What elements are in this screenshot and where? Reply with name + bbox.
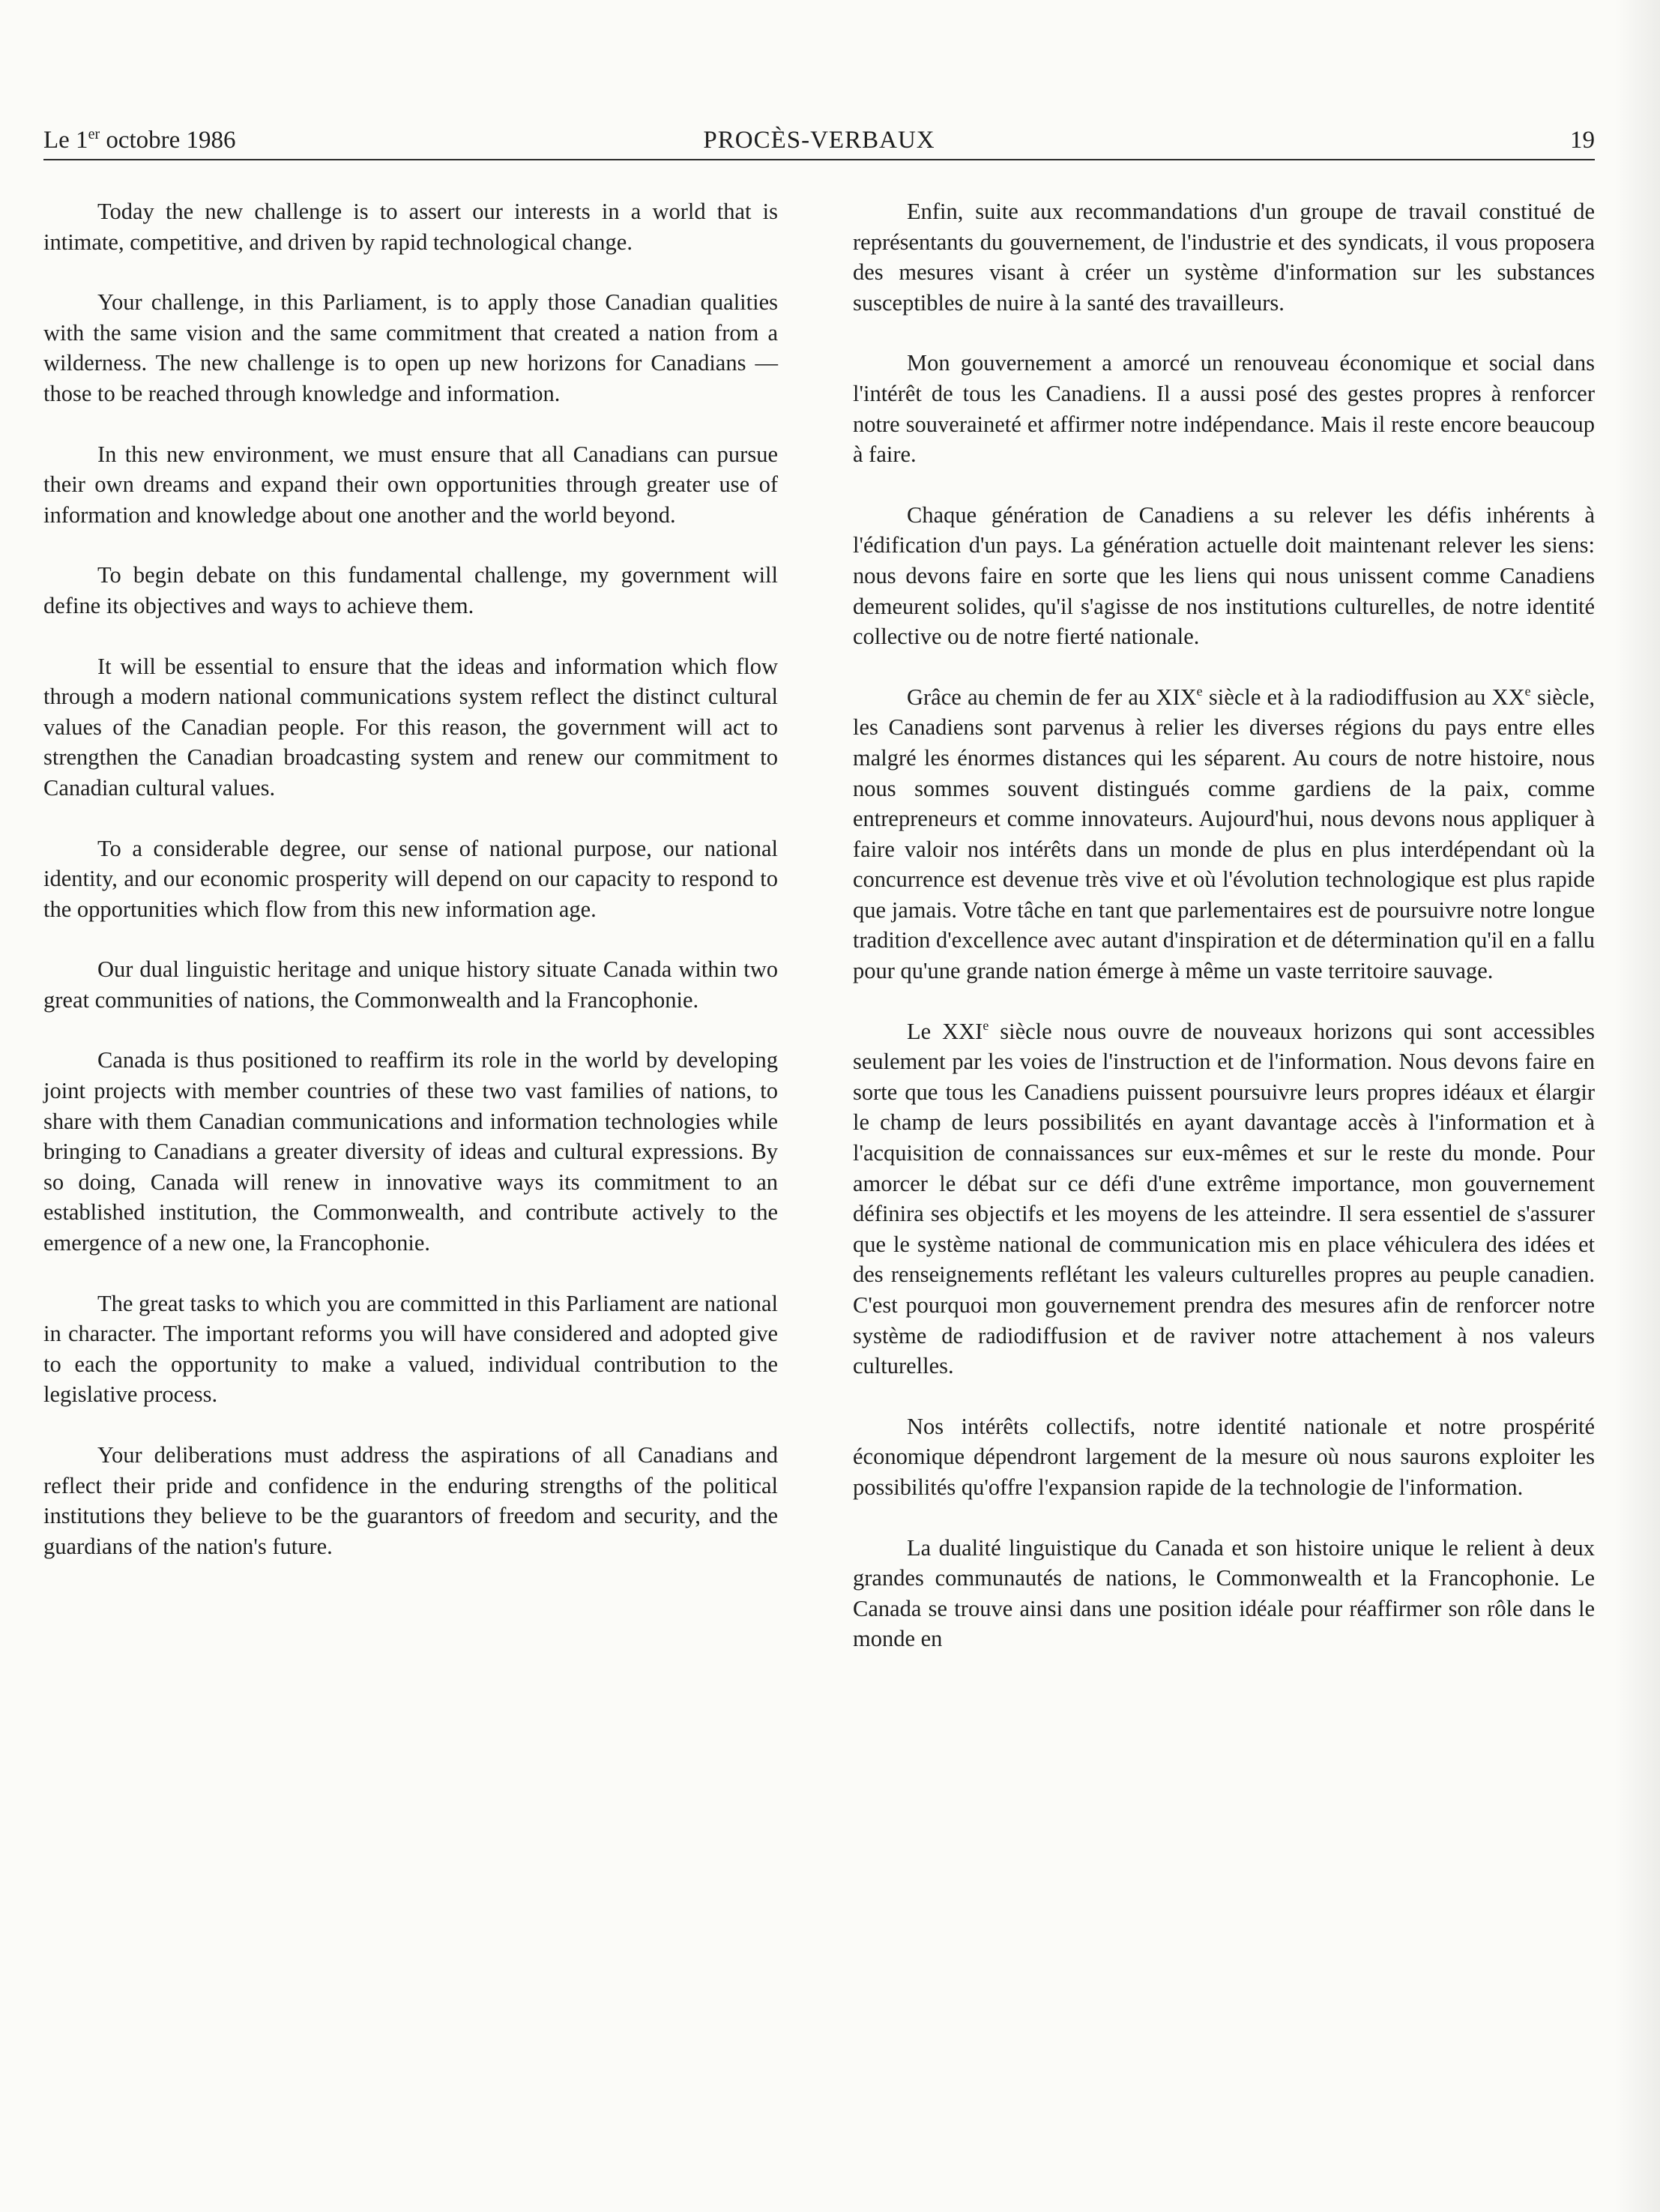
left-paragraph-4: To begin debate on this fundamental challenge, my government will define its objectives and ways to achieve them. (43, 562, 778, 618)
page-number: 19 (1570, 127, 1595, 154)
left-paragraph-9: The great tasks to which you are committed in this Parliament are national in character. The important reforms you will have considered and adopted give to each the opportunity to make a valued, individual contribution to the legislative process. (43, 1290, 778, 1408)
left-column (43, 196, 778, 1591)
right-paragraph-4: Grâce au chemin de fer au XIXe siècle et à la radiodiffusion au XXe siècle, les Canadiens sont parvenus à relier les diverses régions du pays entre elles malgré les énormes distances qui les séparent. Au cours de notre histoire, nous nous sommes souvent distingués comme gardiens de la paix, comme entrepreneurs et comme innovateurs. Aujourd'hui, nous devons nous appliquer à faire valoir nos intérêts dans un monde de plus en plus interdépendant où la concurrence est devenue très vive et où l'évolution technologique est plus rapide que jamais. Votre tâche en tant que parlementaires est de poursuivre notre longue tradition d'excellence avec autant d'inspiration et de détermination qu'il en a fallu pour qu'une grande nation émerge à même un vaste territoire sauvage. (853, 683, 1596, 984)
left-paragraph-7: Our dual linguistic heritage and unique history situate Canada within two great communities of nations, the Commonwealth and la Francophonie. (43, 956, 778, 1013)
left-paragraph-6: To a considerable degree, our sense of national purpose, our national identity, and our economic prosperity will depend on our capacity to respond to the opportunities which flow from this new information age. (43, 835, 778, 922)
page-edge-shadow (1615, 0, 1660, 2212)
left-paragraph-2: Your challenge, in this Parliament, is to apply those Canadian qualities with the same vision and the same commitment that created a nation from a wilderness. The new challenge is to open up new horizons for Canadians — those to be reached through knowledge and information. (43, 289, 778, 406)
right-paragraph-2: Mon gouvernement a amorcé un renouveau économique et social dans l'intérêt de tous les Canadiens. Il a aussi posé des gestes propres à renforcer notre souveraineté et affirmer notre indépendance. Mais il reste encore beaucoup à faire. (853, 350, 1595, 468)
header-rule (43, 159, 1595, 160)
right-paragraph-3: Chaque génération de Canadiens a su relever les défis inhérents à l'édification d'un pays. La génération actuelle doit maintenant relever les siens: nous devons faire en sorte que les liens qui nous unissent comme Canadiens demeurent solides, qu'il s'agisse de nos institutions culturelles, de notre identité collective ou de notre fierté nationale. (853, 501, 1595, 650)
left-paragraph-3: In this new environment, we must ensure that all Canadians can pursue their own dreams and expand their own opportunities through greater use of information and knowledge about one another and the world beyond. (43, 441, 778, 528)
header-title: PROCÈS-VERBAUX (703, 127, 935, 154)
left-paragraph-1: Today the new challenge is to assert our interests in a world that is intimate, competitive, and driven by rapid technological change. (43, 199, 778, 255)
right-paragraph-6: Nos intérêts collectifs, notre identité nationale et notre prospérité économique dépendront largement de la mesure où nous saurons exploiter les possibilités qu'offre l'expansion rapide de la technologie de l'information. (853, 1413, 1595, 1500)
right-paragraph-5: Le XXIe siècle nous ouvre de nouveaux horizons qui sont accessibles seulement par les voies de l'instruction et de l'information. Nous devons faire en sorte que tous les Canadiens puissent poursuivre leurs propres idéaux et élargir le champ de leurs possibilités en ayant davantage accès à l'information et à l'acquisition de connaissances sur eux-mêmes et sur le reste du monde. Pour amorcer le débat sur ce défi d'une extrême importance, mon gouvernement définira ses objectifs et les moyens de les atteindre. Il sera essentiel de s'assurer que le système national de communication mis en place véhiculera des idées et des renseignements reflétant les valeurs culturelles propres au peuple canadien. C'est pourquoi mon gouvernement prendra des mesures afin de renforcer notre système de radiodiffusion et de raviver notre attachement à nos valeurs culturelles. (853, 1017, 1595, 1379)
right-paragraph-7: La dualité linguistique du Canada et son histoire unique le relient à deux grandes communautés de nations, le Commonwealth et la Francophonie. Le Canada se trouve ainsi dans une position idéale pour réaffirmer son rôle dans le monde en (853, 1534, 1595, 1652)
left-paragraph-8: Canada is thus positioned to reaffirm its role in the world by developing joint projects with member countries of these two vast families of nations, to share with them Canadian communications and information technologies while bringing to Canadians a greater diversity of ideas and cultural expressions. By so doing, Canada will renew in innovative ways its commitment to an established institution, the Commonwealth, and contribute actively to the emergence of a new one, la Francophonie. (43, 1047, 778, 1256)
page-header (43, 122, 1595, 158)
header-date-suffix: octobre 1986 (100, 127, 236, 154)
left-paragraph-5: It will be essential to ensure that the ideas and information which flow through a modern national communications system reflect the distinct cultural values of the Canadian people. For this reason, the government will act to strengthen the Canadian broadcasting system and renew our commitment to Canadian cultural values. (43, 653, 778, 801)
left-paragraph-10: Your deliberations must address the aspirations of all Canadians and reflect their pride and confidence in the enduring strengths of the political institutions they believe to be the guarantors of freedom and security, and the guardians of the nation's future. (43, 1442, 778, 1559)
right-paragraph-1: Enfin, suite aux recommandations d'un groupe de travail constitué de représentants du gouvernement, de l'industrie et des syndicats, il vous proposera des mesures visant à créer un système d'information sur les substances susceptibles de nuire à la santé des travailleurs. (853, 199, 1595, 316)
header-date-superscript: er (88, 126, 100, 142)
right-column (853, 196, 1595, 1684)
header-date-prefix: Le 1 (43, 127, 88, 154)
